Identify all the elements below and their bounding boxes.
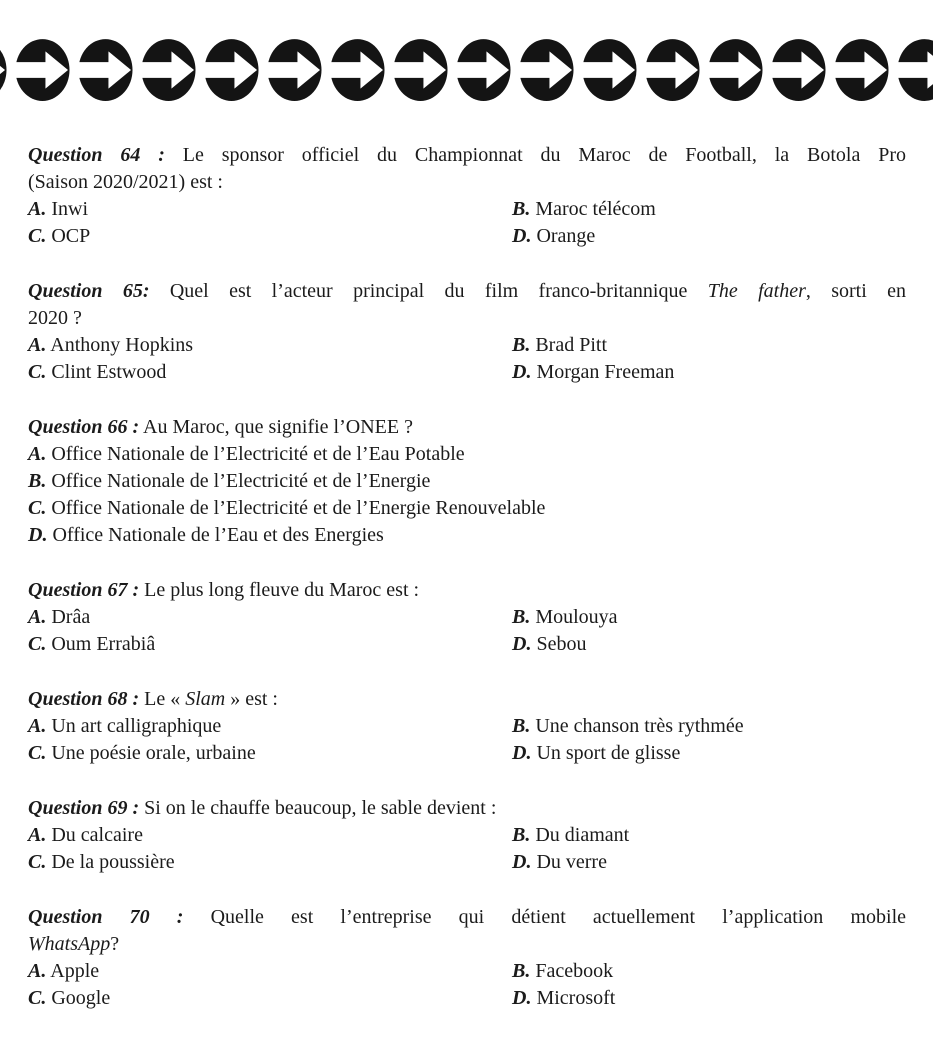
option-row (28, 522, 906, 549)
option-row (512, 332, 906, 359)
question-text-line (28, 278, 906, 305)
option-row (512, 196, 906, 223)
question-text-line (28, 795, 906, 822)
option-text: Office Nationale de l’Eau et des Energies (52, 524, 384, 546)
right-arrow-icon (708, 38, 763, 102)
option-row (512, 359, 906, 386)
right-arrow-icon (456, 38, 511, 102)
option-text: Google (51, 987, 111, 1009)
option-row (512, 849, 906, 876)
option-letter: A. (28, 443, 47, 465)
question-text (28, 414, 906, 441)
right-arrow-icon (15, 38, 70, 102)
right-arrow-icon (834, 38, 889, 102)
option-letter: C. (28, 987, 47, 1009)
right-arrow-icon (897, 38, 933, 102)
option-row (28, 849, 512, 876)
right-arrow-icon (267, 38, 322, 102)
question-text-line (28, 931, 906, 958)
option-text: Maroc télécom (535, 198, 656, 220)
right-arrow-icon (582, 38, 637, 102)
option-letter: D. (512, 851, 532, 873)
question-block-65 (28, 278, 906, 386)
question-text (28, 278, 906, 332)
option-letter: D. (512, 633, 532, 655)
option-letter: A. (28, 606, 47, 628)
option-row (512, 713, 906, 740)
question-body-italic: The father (707, 280, 806, 302)
option-text: Anthony Hopkins (50, 334, 194, 356)
option-row (512, 740, 906, 767)
options-list (28, 332, 906, 386)
right-arrow-icon (519, 38, 574, 102)
question-label: Question 66 : (28, 416, 140, 438)
options-list (28, 604, 906, 658)
option-text: Microsoft (536, 987, 616, 1009)
question-body: Quel est l’acteur principal du film franco-britannique (169, 280, 708, 302)
option-row (28, 359, 512, 386)
option-letter: B. (28, 470, 47, 492)
question-text (28, 142, 906, 196)
question-text (28, 795, 906, 822)
option-text: Du verre (536, 851, 607, 873)
question-body-italic: Slam (185, 688, 226, 710)
right-arrow-icon (204, 38, 259, 102)
option-text: Apple (50, 960, 100, 982)
question-label: Question 68 : (28, 688, 140, 710)
option-text: Office Nationale de l’Electricité et de l’Energie Renouvelable (51, 497, 546, 519)
question-label: Question 64 : (28, 144, 165, 166)
option-letter: B. (512, 198, 531, 220)
option-text: Morgan Freeman (536, 361, 675, 383)
option-row (28, 631, 512, 658)
question-text (28, 904, 906, 958)
question-label: Question 67 : (28, 579, 140, 601)
option-text: Office Nationale de l’Electricité et de l’Energie (51, 470, 431, 492)
question-block-66 (28, 414, 906, 549)
option-text: Inwi (51, 198, 89, 220)
right-arrow-icon (141, 38, 196, 102)
options-list (28, 196, 906, 250)
question-block-70 (28, 904, 906, 1012)
option-text: Un art calligraphique (51, 715, 222, 737)
option-text: Drâa (51, 606, 91, 628)
option-letter: C. (28, 497, 47, 519)
option-row (28, 740, 512, 767)
question-body: , sorti en (805, 280, 907, 302)
option-text: Facebook (535, 960, 614, 982)
questions-content (28, 142, 906, 1040)
option-letter: C. (28, 225, 47, 247)
question-body-italic: WhatsApp (28, 933, 111, 955)
option-text: Une poésie orale, urbaine (51, 742, 256, 764)
option-letter: C. (28, 851, 47, 873)
option-row (28, 495, 906, 522)
option-row (28, 985, 512, 1012)
option-text: Un sport de glisse (536, 742, 681, 764)
question-text-line (28, 577, 906, 604)
option-text: Clint Estwood (51, 361, 167, 383)
question-body: Si on le chauffe beaucoup, le sable devient : (144, 797, 497, 819)
option-row (28, 604, 512, 631)
question-body: » est : (225, 688, 278, 710)
option-text: Une chanson très rythmée (535, 715, 744, 737)
option-letter: D. (512, 742, 532, 764)
option-letter: D. (512, 225, 532, 247)
question-text-line (28, 904, 906, 931)
option-letter: C. (28, 742, 47, 764)
option-text: Du calcaire (51, 824, 143, 846)
option-text: Office Nationale de l’Electricité et de l’Eau Potable (51, 443, 465, 465)
option-letter: C. (28, 361, 47, 383)
option-letter: A. (28, 334, 47, 356)
question-text-line (28, 414, 906, 441)
right-arrow-icon (645, 38, 700, 102)
option-row (512, 822, 906, 849)
option-letter: A. (28, 198, 47, 220)
question-label: Question 69 : (28, 797, 140, 819)
option-letter: A. (28, 960, 47, 982)
option-row (28, 223, 512, 250)
option-row (28, 468, 906, 495)
question-body: ? (110, 933, 120, 955)
right-arrow-icon (393, 38, 448, 102)
option-letter: A. (28, 715, 47, 737)
option-text: Moulouya (535, 606, 618, 628)
option-row (512, 223, 906, 250)
option-letter: B. (512, 606, 531, 628)
option-row (28, 713, 512, 740)
question-text-line (28, 142, 906, 169)
option-letter: A. (28, 824, 47, 846)
question-text-line (28, 686, 906, 713)
option-text: Orange (536, 225, 596, 247)
question-text (28, 686, 906, 713)
option-text: Sebou (536, 633, 587, 655)
option-letter: C. (28, 633, 47, 655)
question-block-67 (28, 577, 906, 658)
option-row (28, 196, 512, 223)
option-row (512, 604, 906, 631)
options-list (28, 713, 906, 767)
question-block-69 (28, 795, 906, 876)
question-body: Au Maroc, que signifie l’ONEE ? (143, 416, 413, 438)
question-label: Question 65: (28, 280, 150, 302)
right-arrow-icon (330, 38, 385, 102)
question-label: Question 70 : (28, 906, 184, 928)
option-text: De la poussière (51, 851, 175, 873)
option-row (512, 958, 906, 985)
option-letter: D. (512, 987, 532, 1009)
question-body: Le « (144, 688, 186, 710)
question-text (28, 577, 906, 604)
option-letter: B. (512, 334, 531, 356)
option-text: Du diamant (535, 824, 630, 846)
option-letter: B. (512, 824, 531, 846)
question-body: Le sponsor officiel du Championnat du Maroc de Football, la Botola Pro (182, 144, 907, 166)
option-row (512, 631, 906, 658)
option-letter: D. (28, 524, 48, 546)
question-text-line: (Saison 2020/2021) est : (28, 171, 223, 193)
option-text: Brad Pitt (535, 334, 608, 356)
option-row (28, 958, 512, 985)
option-text: OCP (51, 225, 91, 247)
question-text-line: 2020 ? (28, 307, 82, 329)
right-arrow-icon (771, 38, 826, 102)
right-arrow-icon (78, 38, 133, 102)
option-letter: B. (512, 715, 531, 737)
right-arrow-icon (0, 38, 7, 102)
options-list (28, 822, 906, 876)
option-row (28, 332, 512, 359)
option-text: Oum Errabiâ (51, 633, 156, 655)
question-block-68 (28, 686, 906, 767)
question-body: Le plus long fleuve du Maroc est : (144, 579, 420, 601)
options-list (28, 441, 906, 549)
arrow-band (0, 38, 933, 102)
option-row (512, 985, 906, 1012)
option-row (28, 822, 512, 849)
option-letter: B. (512, 960, 531, 982)
option-letter: D. (512, 361, 532, 383)
option-row (28, 441, 906, 468)
question-body: Quelle est l’entreprise qui détient actuellement l’application mobile (210, 906, 907, 928)
options-list (28, 958, 906, 1012)
question-block-64 (28, 142, 906, 250)
